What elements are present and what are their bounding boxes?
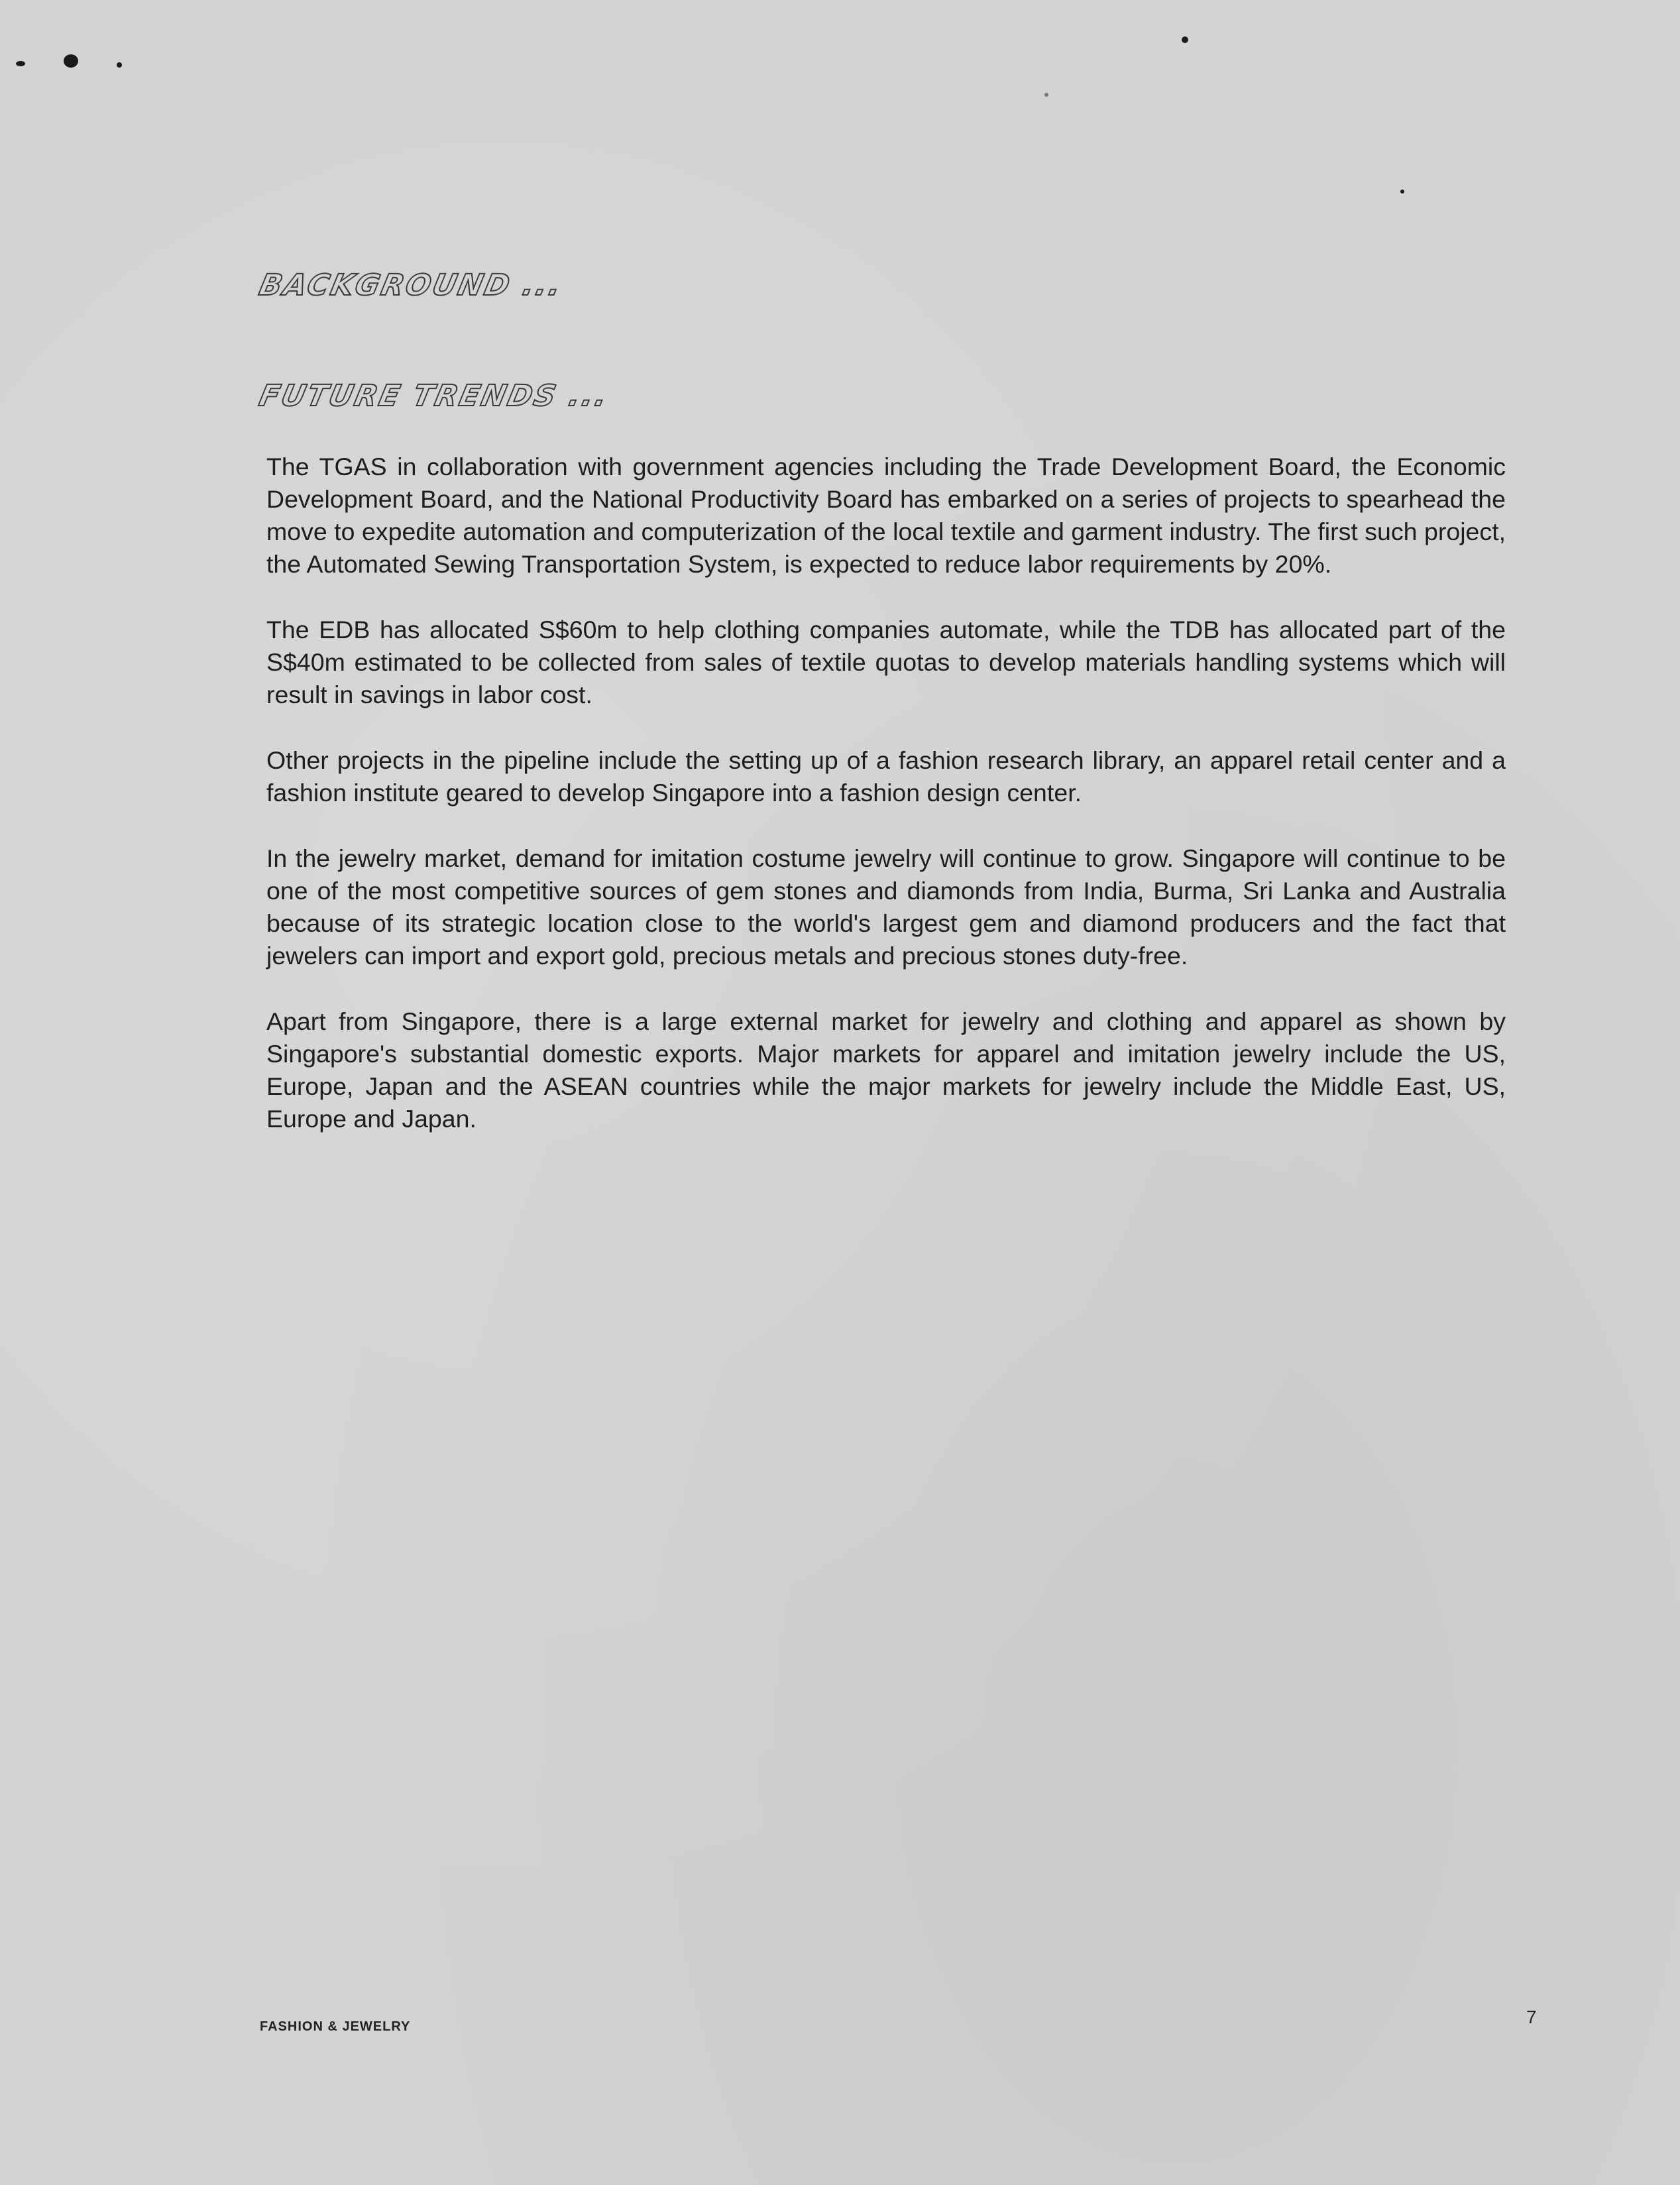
paragraph-jewelry-market: In the jewelry market, demand for imitation costume jewelry will continue to grow. Singapore will continue to be one of the most competitive sources of gem stones and diamonds from India, Burma, Sri Lanka and Australia because of its strategic location close to the world's largest gem and diamond producers and the fact that jewelers can import and export gold, precious metals and precious stones duty-free. bbox=[266, 844, 1506, 970]
paragraph-edb-allocation: The EDB has allocated S$60m to help clothing companies automate, while the TDB has allocated part of the S$40m estimated to be collected from sales of textile quotas to develop materials handling systems which will result in savings in labor cost. bbox=[266, 616, 1506, 708]
scan-speck bbox=[1182, 36, 1188, 43]
footer-section-label: FASHION & JEWELRY bbox=[260, 2019, 411, 2034]
scan-speck bbox=[16, 61, 25, 66]
paragraph-tgas-projects: The TGAS in collaboration with government agencies including the Trade Development Board, the Economic Development Board, and the National Productivity Board has embarked on a series of projects to spearhead the move to expedite automation and computerization of the local textile and garment industry. The first such project, the Automated Sewing Transportation System, is expected to reduce labor requirements by 20%. bbox=[266, 453, 1506, 578]
scan-speck bbox=[117, 62, 122, 68]
paragraph-other-projects: Other projects in the pipeline include the setting up of a fashion research library, an apparel retail center and a fashion institute geared to develop Singapore into a fashion design center. bbox=[266, 746, 1506, 807]
scan-speck bbox=[1044, 93, 1048, 97]
paragraph-external-market: Apart from Singapore, there is a large external market for jewelry and clothing and apparel as shown by Singapore's substantial domestic exports. Major markets for apparel and imitation jewelry include the US, Europe, Japan and the ASEAN countries while the major markets for jewelry include the Middle East, US, Europe and Japan. bbox=[266, 1007, 1506, 1133]
heading-background: BACKGROUND ... bbox=[256, 268, 566, 302]
heading-future-trends: FUTURE TRENDS ... bbox=[256, 379, 612, 413]
scan-speck bbox=[64, 54, 78, 68]
page-number: 7 bbox=[1526, 2007, 1537, 2027]
scan-speck bbox=[1400, 190, 1404, 194]
body-text bbox=[266, 451, 1506, 1168]
